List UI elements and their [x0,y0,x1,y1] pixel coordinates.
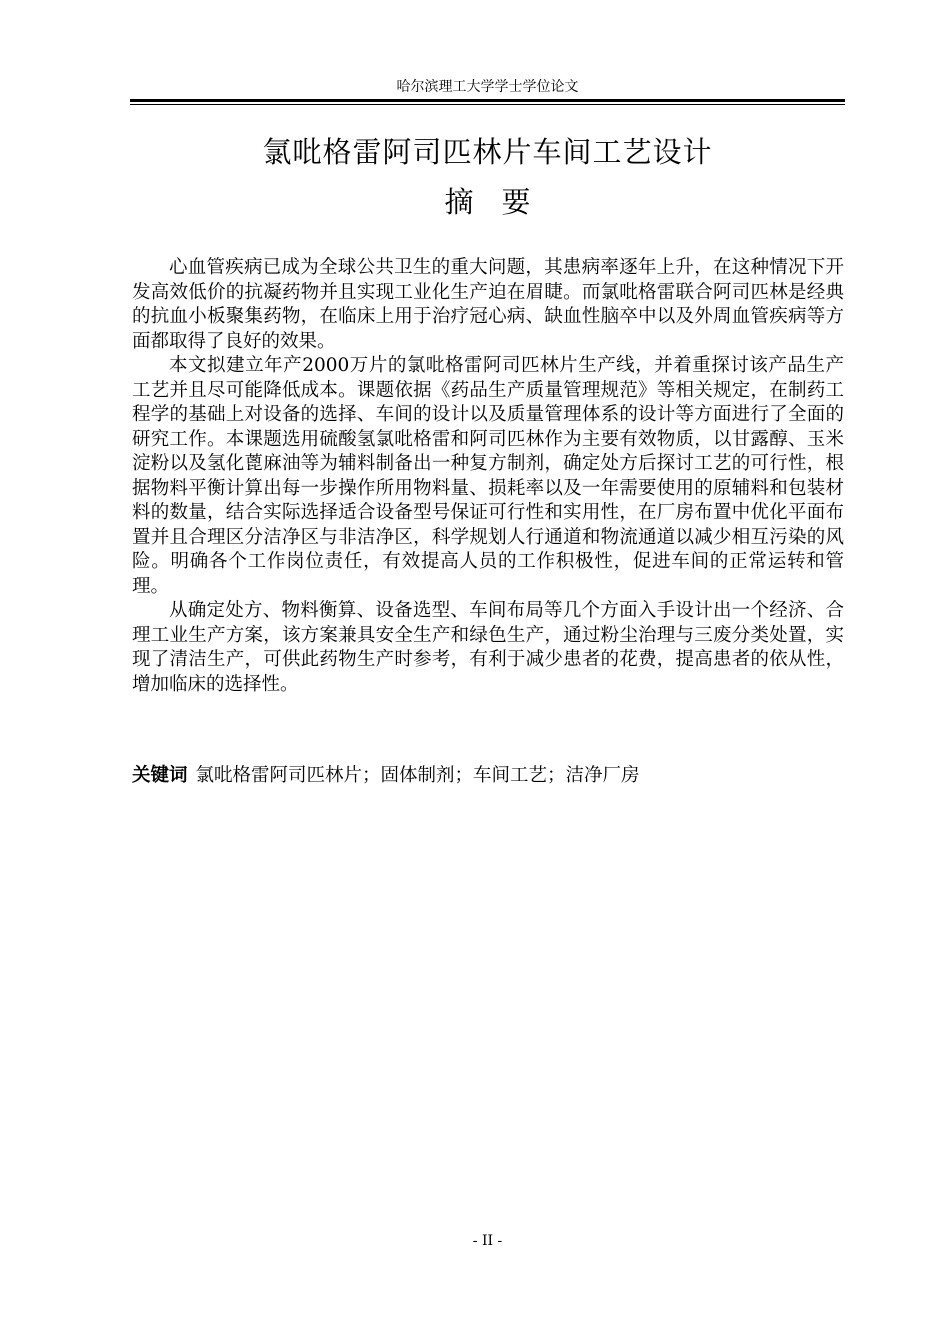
header-rule-thin [130,104,845,105]
abstract-paragraph-3: 从确定处方、物料衡算、设备选型、车间布局等几个方面入手设计出一个经济、合理工业生产方案，该方案兼具安全生产和绿色生产，通过粉尘治理与三废分类处置，实现了清洁生产，可供此药物生产时参考，有利于减少患者的花费，提高患者的依从性，增加临床的选择性。 [132,600,844,695]
page-number: - II - [472,1233,503,1249]
keywords-label: 关键词 [132,765,188,786]
running-header: 哈尔滨理工大学学士学位论文 [396,79,579,95]
header-rule-thick [130,99,845,102]
abstract-body [132,256,844,697]
abstract-heading: 摘要 [444,185,559,219]
abstract-paragraph-1: 心血管疾病已成为全球公共卫生的重大问题，其患病率逐年上升，在这种情况下开发高效低价的抗凝药物并且实现工业化生产迫在眉睫。而氯吡格雷联合阿司匹林是经典的抗血小板聚集药物，在临床上用于治疗冠心病、缺血性脑卒中以及外周血管疾病等方面都取得了良好的效果。 [132,257,844,352]
keywords-line [132,764,844,788]
keywords-text: 氯吡格雷阿司匹林片；固体制剂；车间工艺；洁净厂房 [195,765,640,786]
abstract-paragraph-2: 本文拟建立年产2000万片的氯吡格雷阿司匹林片生产线，并着重探讨该产品生产工艺并且尽可能降低成本。课题依据《药品生产质量管理规范》等相关规定，在制药工程学的基础上对设备的选择、车间的设计以及质量管理体系的设计等方面进行了全面的研究工作。本课题选用硫酸氢氯吡格雷和阿司匹林作为主要有效物质，以甘露醇、玉米淀粉以及氢化蓖麻油等为辅料制备出一种复方制剂，确定处方后探讨工艺的可行性，根据物料平衡计算出每一步操作所用物料量、损耗率以及一年需要使用的原辅料和包装材料的数量，结合实际选择适合设备型号保证可行性和实用性，在厂房布置中优化平面布置并且合理区分洁净区与非洁净区，科学规划人行通道和物流通道以减少相互污染的风险。明确各个工作岗位责任，有效提高人员的工作积极性，促进车间的正常运转和管理。 [132,355,844,597]
thesis-title: 氯吡格雷阿司匹林片车间工艺设计 [262,135,713,169]
